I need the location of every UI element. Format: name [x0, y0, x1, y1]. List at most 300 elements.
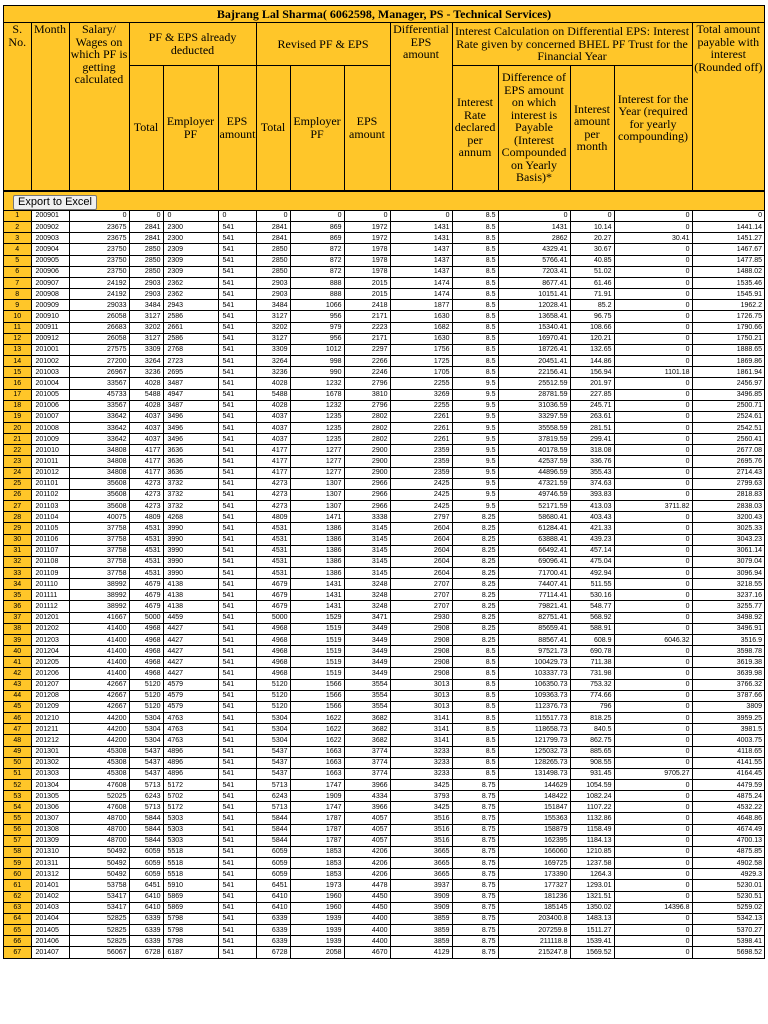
- table-row: [4, 523, 764, 534]
- cell-deducted-total: 6339: [129, 925, 163, 936]
- cell-revised-eps: 1978: [344, 244, 390, 255]
- cell-sno: 32: [4, 556, 31, 567]
- cell-deducted-eps: 541: [218, 612, 256, 623]
- cell-month: 200912: [31, 333, 69, 344]
- cell-difference-payable: 79821.41: [498, 601, 570, 612]
- cell-interest-month: 690.78: [570, 646, 614, 657]
- cell-deducted-eps: 541: [218, 813, 256, 824]
- cell-interest-rate: 8.75: [452, 824, 498, 835]
- cell-total-payable: 2542.51: [692, 422, 764, 433]
- cell-revised-eps: 4400: [344, 936, 390, 947]
- cell-revised-employer-pf: 1678: [290, 389, 344, 400]
- cell-revised-employer-pf: 1622: [290, 724, 344, 735]
- cell-month: 201112: [31, 601, 69, 612]
- cell-deducted-eps: 541: [218, 858, 256, 869]
- cell-interest-month: 108.66: [570, 322, 614, 333]
- cell-total-payable: 3516.9: [692, 634, 764, 645]
- cell-total-payable: 1441.14: [692, 222, 764, 233]
- cell-difference-payable: 61284.41: [498, 523, 570, 534]
- cell-difference-payable: 173390: [498, 869, 570, 880]
- cell-deducted-total: 5000: [129, 612, 163, 623]
- cell-sno: 17: [4, 389, 31, 400]
- cell-salary: 52825: [69, 936, 129, 947]
- cell-interest-rate: 8.5: [452, 233, 498, 244]
- cell-interest-rate: 8.5: [452, 255, 498, 266]
- cell-revised-employer-pf: 1307: [290, 501, 344, 512]
- cell-difference-payable: 31036.59: [498, 400, 570, 411]
- cell-revised-total: 2903: [256, 289, 290, 300]
- cell-interest-month: 71.91: [570, 289, 614, 300]
- cell-salary: 23750: [69, 266, 129, 277]
- cell-deducted-total: 5437: [129, 768, 163, 779]
- cell-interest-rate: 8.75: [452, 869, 498, 880]
- cell-revised-employer-pf: 1566: [290, 679, 344, 690]
- cell-sno: 51: [4, 768, 31, 779]
- cell-deducted-total: 5488: [129, 389, 163, 400]
- cell-deducted-total: 4968: [129, 657, 163, 668]
- cell-differential-eps: 2425: [390, 501, 452, 512]
- cell-sno: 19: [4, 411, 31, 422]
- cell-deducted-eps: 541: [218, 489, 256, 500]
- cell-total-payable: 3598.78: [692, 646, 764, 657]
- cell-differential-eps: 3909: [390, 902, 452, 913]
- cell-difference-payable: 151847: [498, 802, 570, 813]
- cell-deducted-employer-pf: 3990: [163, 568, 218, 579]
- cell-deducted-eps: 541: [218, 735, 256, 746]
- cell-deducted-eps: 541: [218, 467, 256, 478]
- cell-interest-year: 30.41: [614, 233, 692, 244]
- cell-deducted-eps: 541: [218, 322, 256, 333]
- cell-interest-rate: 9.5: [452, 467, 498, 478]
- cell-interest-year: 0: [614, 266, 692, 277]
- cell-revised-employer-pf: 1386: [290, 523, 344, 534]
- cell-month: 201308: [31, 824, 69, 835]
- cell-revised-eps: 4400: [344, 913, 390, 924]
- cell-total-payable: 3496.85: [692, 389, 764, 400]
- header-revised-total: Total: [256, 65, 290, 190]
- header-salary: Salary/ Wages on which PF is getting calculated: [69, 23, 129, 190]
- cell-revised-eps: 4206: [344, 858, 390, 869]
- cell-deducted-total: 5437: [129, 757, 163, 768]
- cell-interest-month: 1132.86: [570, 813, 614, 824]
- cell-interest-rate: 8.5: [452, 746, 498, 757]
- cell-difference-payable: 82751.41: [498, 612, 570, 623]
- cell-interest-rate: 8.5: [452, 244, 498, 255]
- cell-deducted-total: 5304: [129, 724, 163, 735]
- cell-revised-employer-pf: 979: [290, 322, 344, 333]
- cell-deducted-employer-pf: 2309: [163, 255, 218, 266]
- cell-deducted-employer-pf: 3487: [163, 378, 218, 389]
- cell-revised-total: 6410: [256, 891, 290, 902]
- cell-difference-payable: 109363.73: [498, 690, 570, 701]
- cell-interest-month: 457.14: [570, 545, 614, 556]
- cell-revised-eps: 2900: [344, 445, 390, 456]
- cell-revised-total: 6339: [256, 925, 290, 936]
- cell-interest-month: 931.45: [570, 768, 614, 779]
- cell-interest-year: 0: [614, 545, 692, 556]
- cell-revised-employer-pf: 2058: [290, 947, 344, 958]
- cell-deducted-eps: 541: [218, 724, 256, 735]
- cell-revised-employer-pf: 1622: [290, 713, 344, 724]
- cell-interest-month: 548.77: [570, 601, 614, 612]
- cell-interest-rate: 8.5: [452, 311, 498, 322]
- cell-revised-total: 6339: [256, 913, 290, 924]
- cell-salary: 34808: [69, 456, 129, 467]
- cell-revised-eps: 3682: [344, 735, 390, 746]
- cell-interest-month: 40.85: [570, 255, 614, 266]
- header-month: Month: [31, 23, 69, 190]
- cell-interest-year: 0: [614, 478, 692, 489]
- cell-month: 201010: [31, 445, 69, 456]
- cell-total-payable: 4141.55: [692, 757, 764, 768]
- cell-sno: 37: [4, 612, 31, 623]
- cell-deducted-total: 4968: [129, 668, 163, 679]
- cell-interest-rate: 8.75: [452, 791, 498, 802]
- cell-revised-employer-pf: 1235: [290, 411, 344, 422]
- cell-month: 201206: [31, 668, 69, 679]
- cell-sno: 54: [4, 802, 31, 813]
- cell-interest-rate: 8.5: [452, 713, 498, 724]
- table-row: [4, 445, 764, 456]
- cell-interest-rate: 8.5: [452, 211, 498, 222]
- cell-sno: 60: [4, 869, 31, 880]
- cell-total-payable: 1726.75: [692, 311, 764, 322]
- cell-interest-rate: 8.5: [452, 289, 498, 300]
- header-interest-year: Interest for the Year (required for yearly compounding): [614, 65, 692, 190]
- cell-interest-year: 0: [614, 735, 692, 746]
- cell-sno: 15: [4, 367, 31, 378]
- cell-revised-employer-pf: 0: [290, 211, 344, 222]
- cell-deducted-eps: 541: [218, 534, 256, 545]
- cell-differential-eps: 3233: [390, 768, 452, 779]
- cell-interest-year: 0: [614, 646, 692, 657]
- cell-interest-rate: 8.25: [452, 623, 498, 634]
- cell-differential-eps: 3859: [390, 936, 452, 947]
- cell-revised-total: 4037: [256, 434, 290, 445]
- cell-total-payable: 5698.52: [692, 947, 764, 958]
- cell-revised-employer-pf: 1853: [290, 846, 344, 857]
- cell-revised-employer-pf: 1386: [290, 545, 344, 556]
- cell-salary: 24192: [69, 289, 129, 300]
- statement-title: Bajrang Lal Sharma( 6062598, Manager, PS - Technical Services): [4, 6, 764, 23]
- cell-revised-employer-pf: 990: [290, 367, 344, 378]
- cell-revised-total: 4531: [256, 556, 290, 567]
- cell-sno: 56: [4, 824, 31, 835]
- cell-interest-year: 9705.27: [614, 768, 692, 779]
- header-interest-month: Interest amount per month: [570, 65, 614, 190]
- cell-interest-rate: 8.5: [452, 668, 498, 679]
- cell-revised-total: 4037: [256, 411, 290, 422]
- cell-differential-eps: 2707: [390, 601, 452, 612]
- cell-interest-year: 0: [614, 947, 692, 958]
- cell-difference-payable: 22156.41: [498, 367, 570, 378]
- cell-deducted-total: 4968: [129, 634, 163, 645]
- cell-interest-rate: 8.25: [452, 568, 498, 579]
- cell-deducted-employer-pf: 3496: [163, 434, 218, 445]
- cell-month: 201310: [31, 846, 69, 857]
- table-row: [4, 701, 764, 712]
- table-row: [4, 489, 764, 500]
- cell-revised-eps: 3248: [344, 590, 390, 601]
- cell-differential-eps: 1877: [390, 300, 452, 311]
- cell-total-payable: 4902.58: [692, 858, 764, 869]
- cell-revised-employer-pf: 1431: [290, 590, 344, 601]
- table-row: [4, 389, 764, 400]
- cell-interest-rate: 8.5: [452, 646, 498, 657]
- cell-revised-total: 2850: [256, 266, 290, 277]
- cell-salary: 35608: [69, 501, 129, 512]
- cell-total-payable: 4118.65: [692, 746, 764, 757]
- cell-revised-total: 4968: [256, 623, 290, 634]
- cell-revised-employer-pf: 1747: [290, 802, 344, 813]
- table-row: [4, 779, 764, 790]
- cell-deducted-total: 4273: [129, 501, 163, 512]
- cell-deducted-employer-pf: 2309: [163, 266, 218, 277]
- cell-sno: 38: [4, 623, 31, 634]
- cell-deducted-eps: 541: [218, 411, 256, 422]
- cell-deducted-total: 5120: [129, 690, 163, 701]
- cell-revised-employer-pf: 1386: [290, 556, 344, 567]
- cell-sno: 12: [4, 333, 31, 344]
- cell-revised-employer-pf: 1307: [290, 478, 344, 489]
- cell-interest-rate: 8.5: [452, 356, 498, 367]
- table-row: [4, 456, 764, 467]
- cell-deducted-total: 4037: [129, 411, 163, 422]
- header-interest-calculation: Interest Calculation on Differential EPS: Interest Rate given by concerned BHEL PF Trust for the Financial Year: [452, 23, 692, 65]
- export-to-excel-button[interactable]: Export to Excel: [13, 195, 97, 210]
- cell-interest-month: 227.85: [570, 389, 614, 400]
- cell-differential-eps: 3141: [390, 735, 452, 746]
- cell-interest-year: 0: [614, 590, 692, 601]
- cell-difference-payable: 49746.59: [498, 489, 570, 500]
- cell-deducted-eps: 541: [218, 356, 256, 367]
- cell-difference-payable: 4329.41: [498, 244, 570, 255]
- cell-revised-total: 4679: [256, 601, 290, 612]
- export-toolbar: [4, 191, 764, 211]
- cell-sno: 47: [4, 724, 31, 735]
- cell-deducted-eps: 541: [218, 255, 256, 266]
- cell-difference-payable: 148422: [498, 791, 570, 802]
- cell-difference-payable: 185145: [498, 902, 570, 913]
- cell-revised-employer-pf: 1566: [290, 690, 344, 701]
- cell-deducted-total: 5304: [129, 713, 163, 724]
- cell-total-payable: 5259.02: [692, 902, 764, 913]
- cell-interest-year: 0: [614, 701, 692, 712]
- cell-interest-month: 1184.13: [570, 835, 614, 846]
- cell-salary: 45308: [69, 768, 129, 779]
- cell-salary: 23750: [69, 255, 129, 266]
- cell-interest-rate: 9.5: [452, 378, 498, 389]
- cell-deducted-employer-pf: 2661: [163, 322, 218, 333]
- cell-deducted-eps: 541: [218, 344, 256, 355]
- cell-salary: 48700: [69, 835, 129, 846]
- cell-deducted-employer-pf: 5702: [163, 791, 218, 802]
- cell-revised-total: 6059: [256, 869, 290, 880]
- cell-revised-total: 4273: [256, 478, 290, 489]
- header-table: [4, 23, 764, 191]
- cell-salary: 47608: [69, 779, 129, 790]
- cell-month: 200906: [31, 266, 69, 277]
- cell-difference-payable: 2862: [498, 233, 570, 244]
- cell-interest-month: 475.04: [570, 556, 614, 567]
- cell-total-payable: 5398.41: [692, 936, 764, 947]
- cell-deducted-total: 6728: [129, 947, 163, 958]
- cell-revised-employer-pf: 888: [290, 277, 344, 288]
- cell-interest-year: 0: [614, 846, 692, 857]
- cell-month: 201301: [31, 746, 69, 757]
- cell-interest-year: 6046.32: [614, 634, 692, 645]
- cell-differential-eps: 2359: [390, 456, 452, 467]
- cell-deducted-employer-pf: 5798: [163, 925, 218, 936]
- cell-salary: 42667: [69, 701, 129, 712]
- cell-deducted-total: 4679: [129, 590, 163, 601]
- cell-deducted-total: 3202: [129, 322, 163, 333]
- cell-month: 201405: [31, 925, 69, 936]
- cell-difference-payable: 100429.73: [498, 657, 570, 668]
- cell-month: 201203: [31, 634, 69, 645]
- cell-interest-month: 1082.24: [570, 791, 614, 802]
- cell-revised-total: 4809: [256, 512, 290, 523]
- cell-deducted-eps: 541: [218, 579, 256, 590]
- cell-deducted-eps: 541: [218, 802, 256, 813]
- cell-interest-year: 0: [614, 601, 692, 612]
- cell-difference-payable: 71700.41: [498, 568, 570, 579]
- cell-differential-eps: 3425: [390, 802, 452, 813]
- cell-revised-employer-pf: 1235: [290, 422, 344, 433]
- cell-total-payable: 3959.25: [692, 713, 764, 724]
- cell-interest-month: 318.08: [570, 445, 614, 456]
- cell-month: 200909: [31, 300, 69, 311]
- cell-differential-eps: 3859: [390, 925, 452, 936]
- cell-interest-year: 0: [614, 679, 692, 690]
- cell-revised-employer-pf: 998: [290, 356, 344, 367]
- cell-interest-rate: 8.75: [452, 947, 498, 958]
- cell-total-payable: 3255.77: [692, 601, 764, 612]
- cell-interest-year: 0: [614, 779, 692, 790]
- cell-interest-month: 1210.85: [570, 846, 614, 857]
- cell-deducted-eps: 541: [218, 422, 256, 433]
- cell-interest-month: 51.02: [570, 266, 614, 277]
- cell-revised-total: 5844: [256, 835, 290, 846]
- cell-total-payable: 5370.27: [692, 925, 764, 936]
- cell-interest-rate: 8.75: [452, 936, 498, 947]
- cell-total-payable: 1888.65: [692, 344, 764, 355]
- cell-deducted-employer-pf: 0: [163, 211, 218, 222]
- cell-total-payable: 3639.98: [692, 668, 764, 679]
- cell-salary: 38992: [69, 601, 129, 612]
- cell-interest-rate: 8.5: [452, 690, 498, 701]
- cell-interest-month: 885.65: [570, 746, 614, 757]
- cell-deducted-eps: 541: [218, 657, 256, 668]
- cell-revised-total: 4037: [256, 422, 290, 433]
- cell-month: 201209: [31, 701, 69, 712]
- cell-deducted-eps: 541: [218, 913, 256, 924]
- cell-interest-year: 0: [614, 411, 692, 422]
- cell-interest-year: 0: [614, 880, 692, 891]
- cell-interest-rate: 8.5: [452, 300, 498, 311]
- cell-deducted-eps: 541: [218, 333, 256, 344]
- cell-revised-eps: 1978: [344, 255, 390, 266]
- cell-interest-rate: 8.5: [452, 367, 498, 378]
- cell-revised-total: 6059: [256, 858, 290, 869]
- header-difference-payable: Difference of EPS amount on which interest is Payable (Interest Compounded on Yearly Basis)*: [498, 65, 570, 190]
- cell-deducted-employer-pf: 6187: [163, 947, 218, 958]
- cell-revised-total: 5304: [256, 713, 290, 724]
- table-row: [4, 512, 764, 523]
- cell-deducted-eps: 541: [218, 568, 256, 579]
- cell-deducted-total: 6059: [129, 858, 163, 869]
- cell-revised-total: 3309: [256, 344, 290, 355]
- cell-sno: 7: [4, 277, 31, 288]
- cell-total-payable: 3200.43: [692, 512, 764, 523]
- cell-revised-eps: 2297: [344, 344, 390, 355]
- cell-total-payable: 5230.01: [692, 880, 764, 891]
- cell-interest-month: 731.98: [570, 668, 614, 679]
- cell-deducted-eps: 541: [218, 690, 256, 701]
- cell-revised-total: 5000: [256, 612, 290, 623]
- cell-difference-payable: 69096.41: [498, 556, 570, 567]
- cell-revised-eps: 2802: [344, 434, 390, 445]
- cell-deducted-total: 0: [129, 211, 163, 222]
- cell-revised-employer-pf: 1787: [290, 813, 344, 824]
- cell-month: 201305: [31, 791, 69, 802]
- header-pf-eps-deducted: PF & EPS already deducted: [129, 23, 256, 65]
- cell-revised-eps: 4334: [344, 791, 390, 802]
- cell-revised-total: 6728: [256, 947, 290, 958]
- cell-interest-year: 0: [614, 802, 692, 813]
- cell-salary: 50492: [69, 846, 129, 857]
- cell-sno: 27: [4, 501, 31, 512]
- cell-difference-payable: 35558.59: [498, 422, 570, 433]
- cell-interest-month: 120.21: [570, 333, 614, 344]
- cell-sno: 3: [4, 233, 31, 244]
- cell-sno: 48: [4, 735, 31, 746]
- table-row: [4, 846, 764, 857]
- cell-deducted-eps: 541: [218, 846, 256, 857]
- cell-salary: 27200: [69, 356, 129, 367]
- cell-revised-total: 4177: [256, 467, 290, 478]
- cell-interest-rate: 9.5: [452, 422, 498, 433]
- cell-deducted-total: 6451: [129, 880, 163, 891]
- cell-differential-eps: 3141: [390, 713, 452, 724]
- cell-revised-eps: 3471: [344, 612, 390, 623]
- cell-revised-total: 5437: [256, 746, 290, 757]
- cell-deducted-employer-pf: 2309: [163, 244, 218, 255]
- cell-interest-month: 753.32: [570, 679, 614, 690]
- cell-interest-month: 1483.13: [570, 913, 614, 924]
- cell-salary: 53758: [69, 880, 129, 891]
- cell-total-payable: 3096.94: [692, 568, 764, 579]
- cell-deducted-eps: 541: [218, 545, 256, 556]
- cell-revised-employer-pf: 872: [290, 266, 344, 277]
- cell-interest-rate: 8.25: [452, 545, 498, 556]
- cell-sno: 50: [4, 757, 31, 768]
- cell-deducted-eps: 541: [218, 367, 256, 378]
- cell-revised-eps: 2966: [344, 478, 390, 489]
- cell-total-payable: 1545.91: [692, 289, 764, 300]
- cell-deducted-total: 2841: [129, 233, 163, 244]
- cell-interest-year: 0: [614, 400, 692, 411]
- cell-interest-rate: 8.5: [452, 701, 498, 712]
- cell-interest-month: 20.27: [570, 233, 614, 244]
- cell-interest-month: 1054.59: [570, 779, 614, 790]
- cell-salary: 37758: [69, 568, 129, 579]
- cell-deducted-total: 3127: [129, 333, 163, 344]
- cell-interest-rate: 8.25: [452, 579, 498, 590]
- cell-interest-month: 61.46: [570, 277, 614, 288]
- cell-difference-payable: 15340.41: [498, 322, 570, 333]
- cell-salary: 47608: [69, 802, 129, 813]
